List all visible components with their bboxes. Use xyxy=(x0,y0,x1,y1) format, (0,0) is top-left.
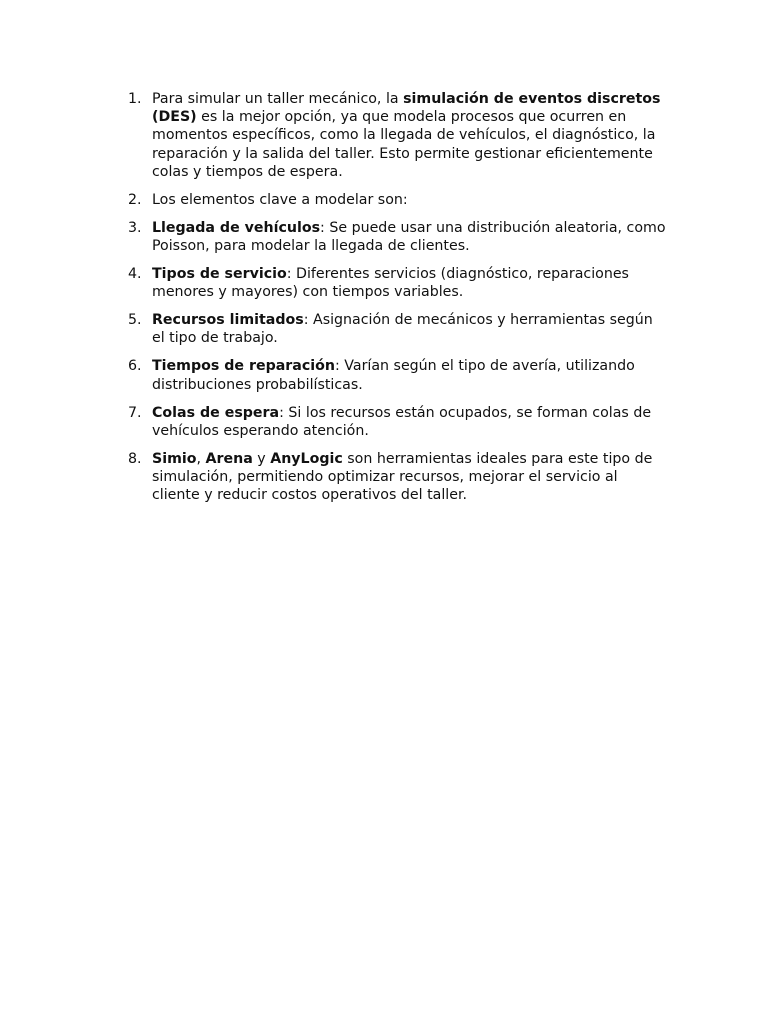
bold-text-run: Recursos limitados xyxy=(152,312,304,329)
list-number: 4. xyxy=(128,266,142,283)
list-item-text xyxy=(152,404,668,440)
text-run: , xyxy=(196,450,206,467)
bold-text-run: Colas de espera xyxy=(152,404,280,421)
list-item xyxy=(128,311,668,347)
list-item-text xyxy=(152,357,668,393)
list-number: 5. xyxy=(128,312,142,329)
text-run: y xyxy=(252,450,271,467)
text-run: : Si los recursos están ocupados, se forman colas de vehículos esperando atención. xyxy=(152,404,652,439)
text-run: Para simular un taller mecánico, la xyxy=(152,91,404,107)
text-run: es la mejor opción, ya que modela procesos que ocurren en momentos específicos, como la llegada de vehículos, el diagnóstico, la reparación y la salida del taller. Esto permite gestionar eficientemente colas y tiempos de espera. xyxy=(152,109,656,180)
bold-text-run: AnyLogic xyxy=(270,450,343,467)
list-number: 1. xyxy=(128,91,142,107)
list-item xyxy=(128,219,668,255)
list-item xyxy=(128,191,668,209)
text-run: son herramientas ideales para este tipo de simulación, permitiendo optimizar recursos, mejorar el servicio al cliente y reducir costos operativos del taller. xyxy=(152,450,653,504)
bold-text-run: Llegada de vehículos xyxy=(152,219,321,236)
text-run: Los elementos clave a modelar son: xyxy=(152,191,408,208)
list-item-text xyxy=(152,450,668,505)
bold-text-run: Arena xyxy=(205,450,253,467)
text-run: : Asignación de mecánicos y herramientas según el tipo de trabajo. xyxy=(152,312,653,347)
text-run: : Se puede usar una distribución aleatoria, como Poisson, para modelar la llegada de clientes. xyxy=(152,219,666,255)
list-item xyxy=(128,404,668,440)
bold-text-run: Simio xyxy=(152,450,197,467)
list-item-text xyxy=(152,219,668,255)
list-item xyxy=(128,450,668,505)
bold-text-run: Tipos de servicio xyxy=(152,266,287,283)
text-run: : Varían según el tipo de avería, utilizando distribuciones probabilísticas. xyxy=(152,358,635,393)
list-item-text xyxy=(152,191,668,209)
list-number: 2. xyxy=(128,191,142,208)
bold-text-run: Tiempos de reparación xyxy=(152,358,335,375)
list-item xyxy=(128,265,668,301)
list-number: 8. xyxy=(128,450,142,467)
numbered-list xyxy=(128,90,668,514)
list-item xyxy=(128,357,668,393)
list-number: 7. xyxy=(128,404,142,421)
list-number: 3. xyxy=(128,219,142,236)
list-item xyxy=(128,90,668,181)
bold-text-run: simulación de eventos discretos (DES) xyxy=(152,91,661,126)
text-run: : Diferentes servicios (diagnóstico, reparaciones menores y mayores) con tiempos variables. xyxy=(152,266,629,301)
list-item-text xyxy=(152,311,668,347)
list-item-text xyxy=(152,265,668,301)
list-item-text xyxy=(152,90,668,181)
list-number: 6. xyxy=(128,358,142,375)
